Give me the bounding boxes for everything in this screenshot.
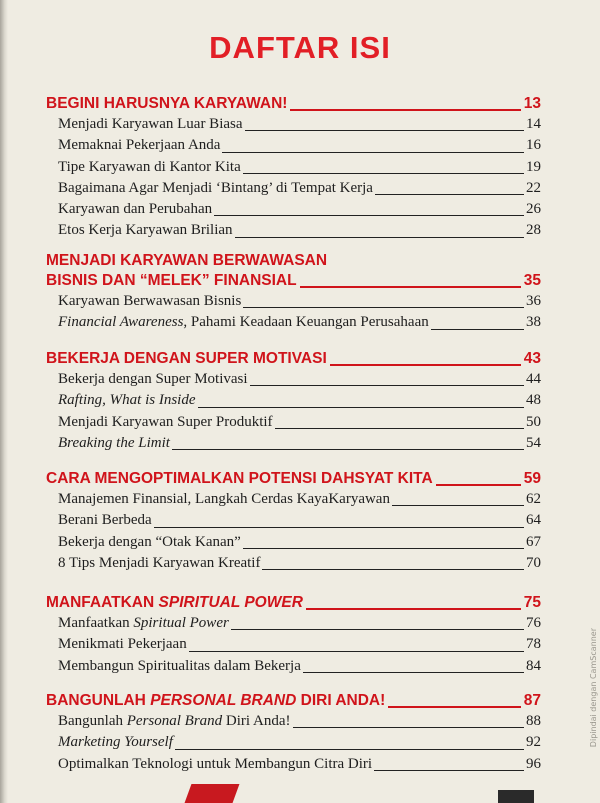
toc-entry[interactable]: Karyawan Berwawasan Bisnis 36 [58,293,541,309]
toc-entry[interactable]: Manfaatkan Spiritual Power 76 [58,615,541,631]
toc-entry[interactable]: Optimalkan Teknologi untuk Membangun Citra Diri 96 [58,755,541,772]
dark-corner-shape [498,790,534,803]
toc-section-2 [46,251,541,334]
section-heading[interactable]: CARA MENGOPTIMALKAN POTENSI DAHSYAT KITA 59 [46,470,541,487]
toc-entry[interactable]: Bangunlah Personal Brand Diri Anda! 88 [58,713,541,729]
toc-section-5 [46,593,541,677]
section-heading[interactable]: BEKERJA DENGAN SUPER MOTIVASI 43 [46,350,541,367]
red-corner-shape [185,784,240,803]
toc-entry[interactable]: Tipe Karyawan di Kantor Kita 19 [58,158,541,175]
section-page: 75 [523,594,541,611]
page-title: DAFTAR ISI [209,30,391,65]
toc-entry[interactable]: Menjadi Karyawan Luar Biasa 14 [58,116,541,132]
toc-entry[interactable]: Rafting, What is Inside 48 [58,392,541,409]
toc-entry[interactable]: Marketing Yourself 92 [58,734,541,751]
toc-section-3 [46,349,541,454]
toc-entry[interactable]: Etos Kerja Karyawan Brilian 28 [58,222,541,239]
section-heading[interactable]: MANFAATKAN SPIRITUAL POWER 75 [46,594,541,611]
toc-entry[interactable]: 8 Tips Menjadi Karyawan Kreatif 70 [58,554,541,571]
section-page: 59 [523,470,541,487]
section-heading-line1: MENJADI KARYAWAN BERWAWASAN [46,252,328,269]
toc-entry[interactable]: Financial Awareness, Pahami Keadaan Keuangan Perusahaan 38 [58,314,541,331]
toc-entry[interactable]: Membangun Spiritualitas dalam Bekerja 84 [58,657,541,674]
toc-section-6 [46,691,541,775]
section-page: 35 [523,272,541,289]
toc-entry[interactable]: Menikmati Pekerjaan 78 [58,636,541,653]
toc-entry[interactable]: Manajemen Finansial, Langkah Cerdas KayaKaryawan 62 [58,491,541,507]
toc-entry[interactable]: Memaknai Pekerjaan Anda 16 [58,137,541,154]
toc-entry[interactable]: Berani Berbeda 64 [58,512,541,529]
toc-entry[interactable]: Bekerja dengan “Otak Kanan” 67 [58,533,541,550]
section-page: 87 [523,692,541,709]
toc-entry[interactable]: Menjadi Karyawan Super Produktif 50 [58,413,541,430]
toc-section-4 [46,469,541,574]
toc-section-1 [46,94,541,242]
toc-entry[interactable]: Bagaimana Agar Menjadi ‘Bintang’ di Tempat Kerja 22 [58,179,541,196]
scanner-watermark: Dipindai dengan CamScanner [589,628,598,748]
toc-entry[interactable]: Breaking the Limit 54 [58,434,541,451]
section-heading[interactable]: BEGINI HARUSNYA KARYAWAN! 13 [46,95,541,112]
toc-entry[interactable]: Karyawan dan Perubahan 26 [58,201,541,218]
section-page: 13 [523,95,541,112]
toc-entry[interactable]: Bekerja dengan Super Motivasi 44 [58,371,541,387]
section-page: 43 [523,350,541,367]
section-heading[interactable]: BANGUNLAH PERSONAL BRAND DIRI ANDA! 87 [46,692,541,709]
section-heading[interactable]: BISNIS DAN “MELEK” FINANSIAL 35 [46,272,541,289]
page-binding-edge [0,0,8,803]
